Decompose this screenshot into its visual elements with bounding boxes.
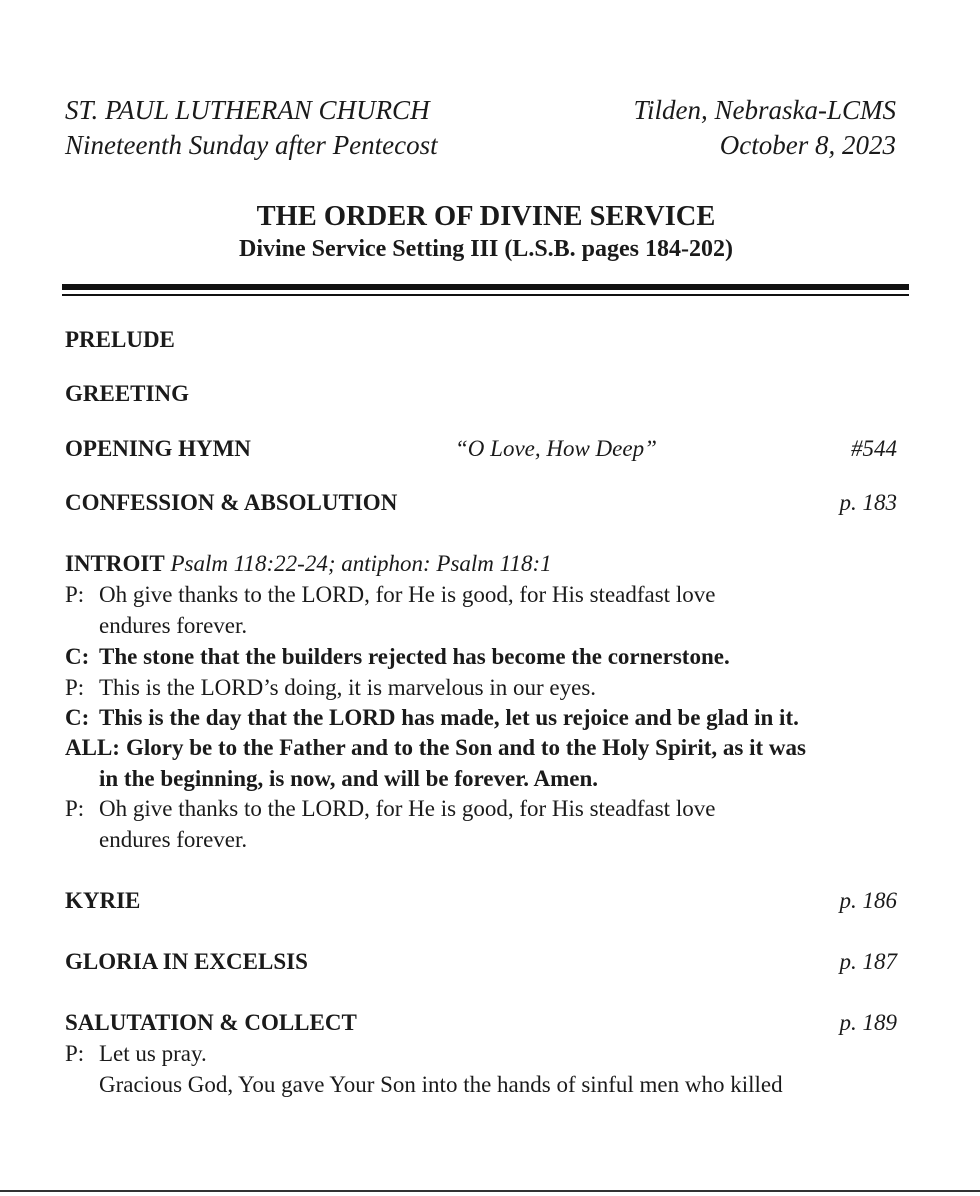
section-gloria: GLORIA IN EXCELSIS [65,949,308,974]
introit-text: Oh give thanks to the LORD, for He is good, for His steadfast love [99,582,716,607]
opening-hymn-number: #544 [851,436,897,461]
section-opening-hymn: OPENING HYMN [65,436,251,461]
church-location: Tilden, Nebraska-LCMS [633,95,896,125]
speaker-label: P: [65,582,85,607]
service-date: October 8, 2023 [719,130,896,160]
page-subtitle: Divine Service Setting III (L.S.B. pages 184-202) [239,236,733,262]
collect-text: Let us pray. [99,1041,207,1066]
introit-line [65,676,596,699]
section-salutation: SALUTATION & COLLECT [65,1010,357,1035]
introit-text: Glory be to the Father and to the Son and to the Holy Spirit, as it was [125,735,806,760]
speaker-label: C: [65,705,90,730]
section-kyrie: KYRIE [65,888,141,913]
divider-thin [62,294,909,296]
introit-line [65,583,715,606]
confession-page: p. 183 [839,490,897,515]
section-greeting: GREETING [65,381,189,406]
section-confession: CONFESSION & ABSOLUTION [65,490,398,515]
speaker-label: P: [65,796,85,821]
page-edge [0,1190,980,1192]
introit-line: endures forever. [99,827,248,852]
introit-text: Oh give thanks to the LORD, for He is good, for His steadfast love [99,796,716,821]
gloria-page: p. 187 [839,949,897,974]
salutation-page: p. 189 [839,1010,897,1035]
introit-label: INTROIT [65,551,165,576]
speaker-label: P: [65,675,85,700]
divider-thick [62,284,909,290]
section-prelude: PRELUDE [65,327,175,352]
collect-line: Gracious God, You gave Your Son into the hands of sinful men who killed [99,1072,783,1097]
introit-line: in the beginning, is now, and will be forever. Amen. [99,766,599,791]
speaker-label: ALL: [65,735,120,760]
introit-text: This is the day that the LORD has made, let us rejoice and be glad in it. [99,705,799,730]
introit-text: The stone that the builders rejected has become the cornerstone. [99,644,730,669]
introit-reference: Psalm 118:22-24; antiphon: Psalm 118:1 [170,551,552,576]
page-title: THE ORDER OF DIVINE SERVICE [256,201,716,232]
introit-line [65,645,730,668]
section-introit [65,552,552,575]
church-name: ST. PAUL LUTHERAN CHURCH [65,95,430,125]
introit-line [65,797,715,820]
speaker-label: P: [65,1041,85,1066]
introit-text: This is the LORD’s doing, it is marvelous in our eyes. [99,675,597,700]
introit-line: endures forever. [99,613,248,638]
collect-line [65,1042,207,1065]
introit-line [65,706,799,729]
opening-hymn-title: “O Love, How Deep” [455,436,657,461]
sunday-name: Nineteenth Sunday after Pentecost [65,130,438,160]
kyrie-page: p. 186 [839,888,897,913]
introit-line [65,736,806,759]
speaker-label: C: [65,644,90,669]
